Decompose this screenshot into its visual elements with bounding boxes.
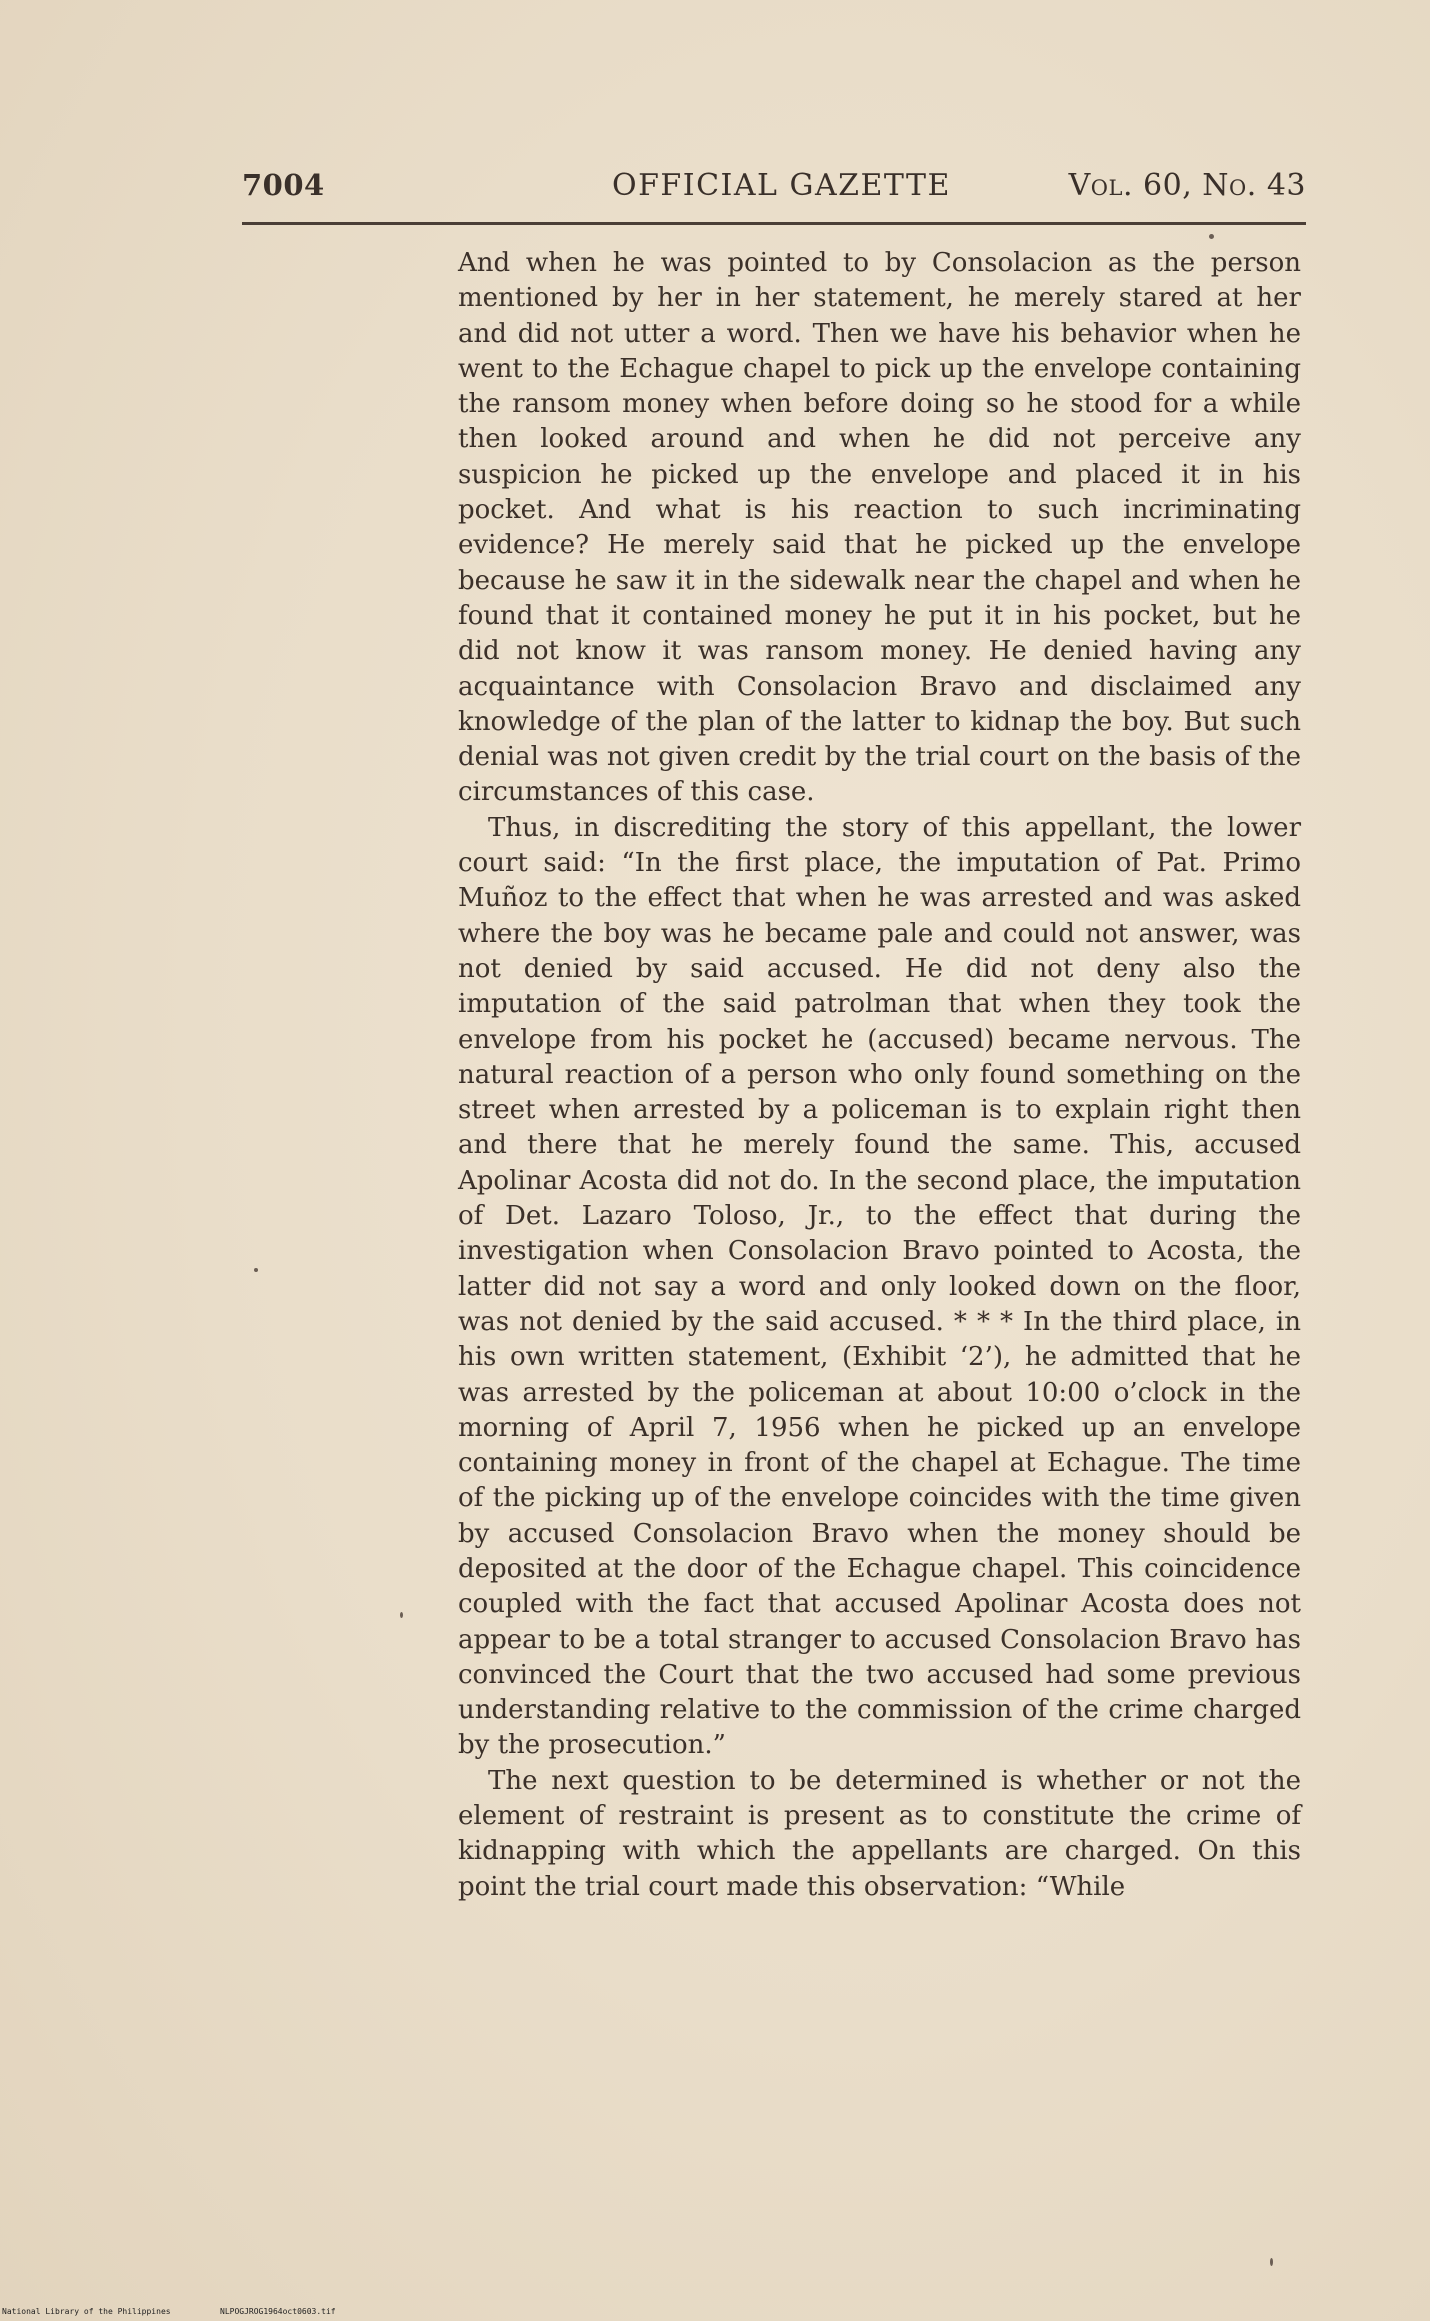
footer-library: National Library of the Philippines (2, 2307, 171, 2316)
paragraph: The next question to be determined is whether or not the element of restraint is present as to constitute the crime of kidnapping with which the appellants are charged. On this point the trial court made this observation: “While (458, 1765, 1301, 1902)
body-text (458, 246, 1301, 1905)
header-rule (242, 222, 1306, 225)
scan-speck (1270, 2258, 1273, 2266)
scan-speck (400, 1612, 403, 1618)
footer-filename: NLPOGJROG1964oct0603.tif (220, 2307, 336, 2316)
page-number: 7004 (242, 168, 325, 202)
page-header (242, 168, 1306, 208)
paragraph: Thus, in discrediting the story of this appellant, the lower court said: “In the first place, the imputation of Pat. Primo Muñoz to the effect that when he was arrested and was asked where the boy was he became pale and could not answer, was not denied by said accused. He did not deny also the imputation of the said patrolman that when they took the envelope from his pocket he (accused) became nervous. The natural reaction of a person who only found something on the street when arrested by a policeman is to explain right then and there that he merely found the same. This, accused Apolinar Acosta did not do. In the second place, the imputation of Det. Lazaro Toloso, Jr., to the effect that during the investigation when Consolacion Bravo pointed to Acosta, the latter did not say a word and only looked down on the floor, was not denied by the said accused. * * * In the third place, in his own written statement, (Exhibit ‘2’), he admitted that he was arrested by the policeman at about 10:00 o’clock in the morning of April 7, 1956 when he picked up an envelope containing money in front of the chapel at Echague. The time of the picking up of the envelope coincides with the time given by accused Consolacion Bravo when the money should be deposited at the door of the Echague chapel. This coincidence coupled with the fact that accused Apolinar Acosta does not appear to be a total stranger to accused Consolacion Bravo has convinced the Court that the two accused had some previous understanding relative to the commission of the crime charged by the prosecution.” (458, 812, 1301, 1761)
volume-issue: Vol. 60, No. 43 (1068, 168, 1306, 203)
scan-speck (254, 1268, 258, 1272)
running-title: OFFICIAL GAZETTE (612, 168, 951, 203)
paragraph: And when he was pointed to by Consolacion as the person mentioned by her in her statement, he merely stared at her and did not utter a word. Then we have his behavior when he went to the Echague chapel to pick up the envelope containing the ransom money when before doing so he stood for a while then looked around and when he did not perceive any suspicion he picked up the envelope and placed it in his pocket. And what is his reaction to such incriminating evidence? He merely said that he picked up the envelope because he saw it in the sidewalk near the chapel and when he found that it contained money he put it in his pocket, but he did not know it was ransom money. He denied having any acquaintance with Consolacion Bravo and disclaimed any knowledge of the plan of the latter to kidnap the boy. But such denial was not given credit by the trial court on the basis of the circumstances of this case. (458, 248, 1301, 808)
scan-speck (1209, 234, 1214, 239)
